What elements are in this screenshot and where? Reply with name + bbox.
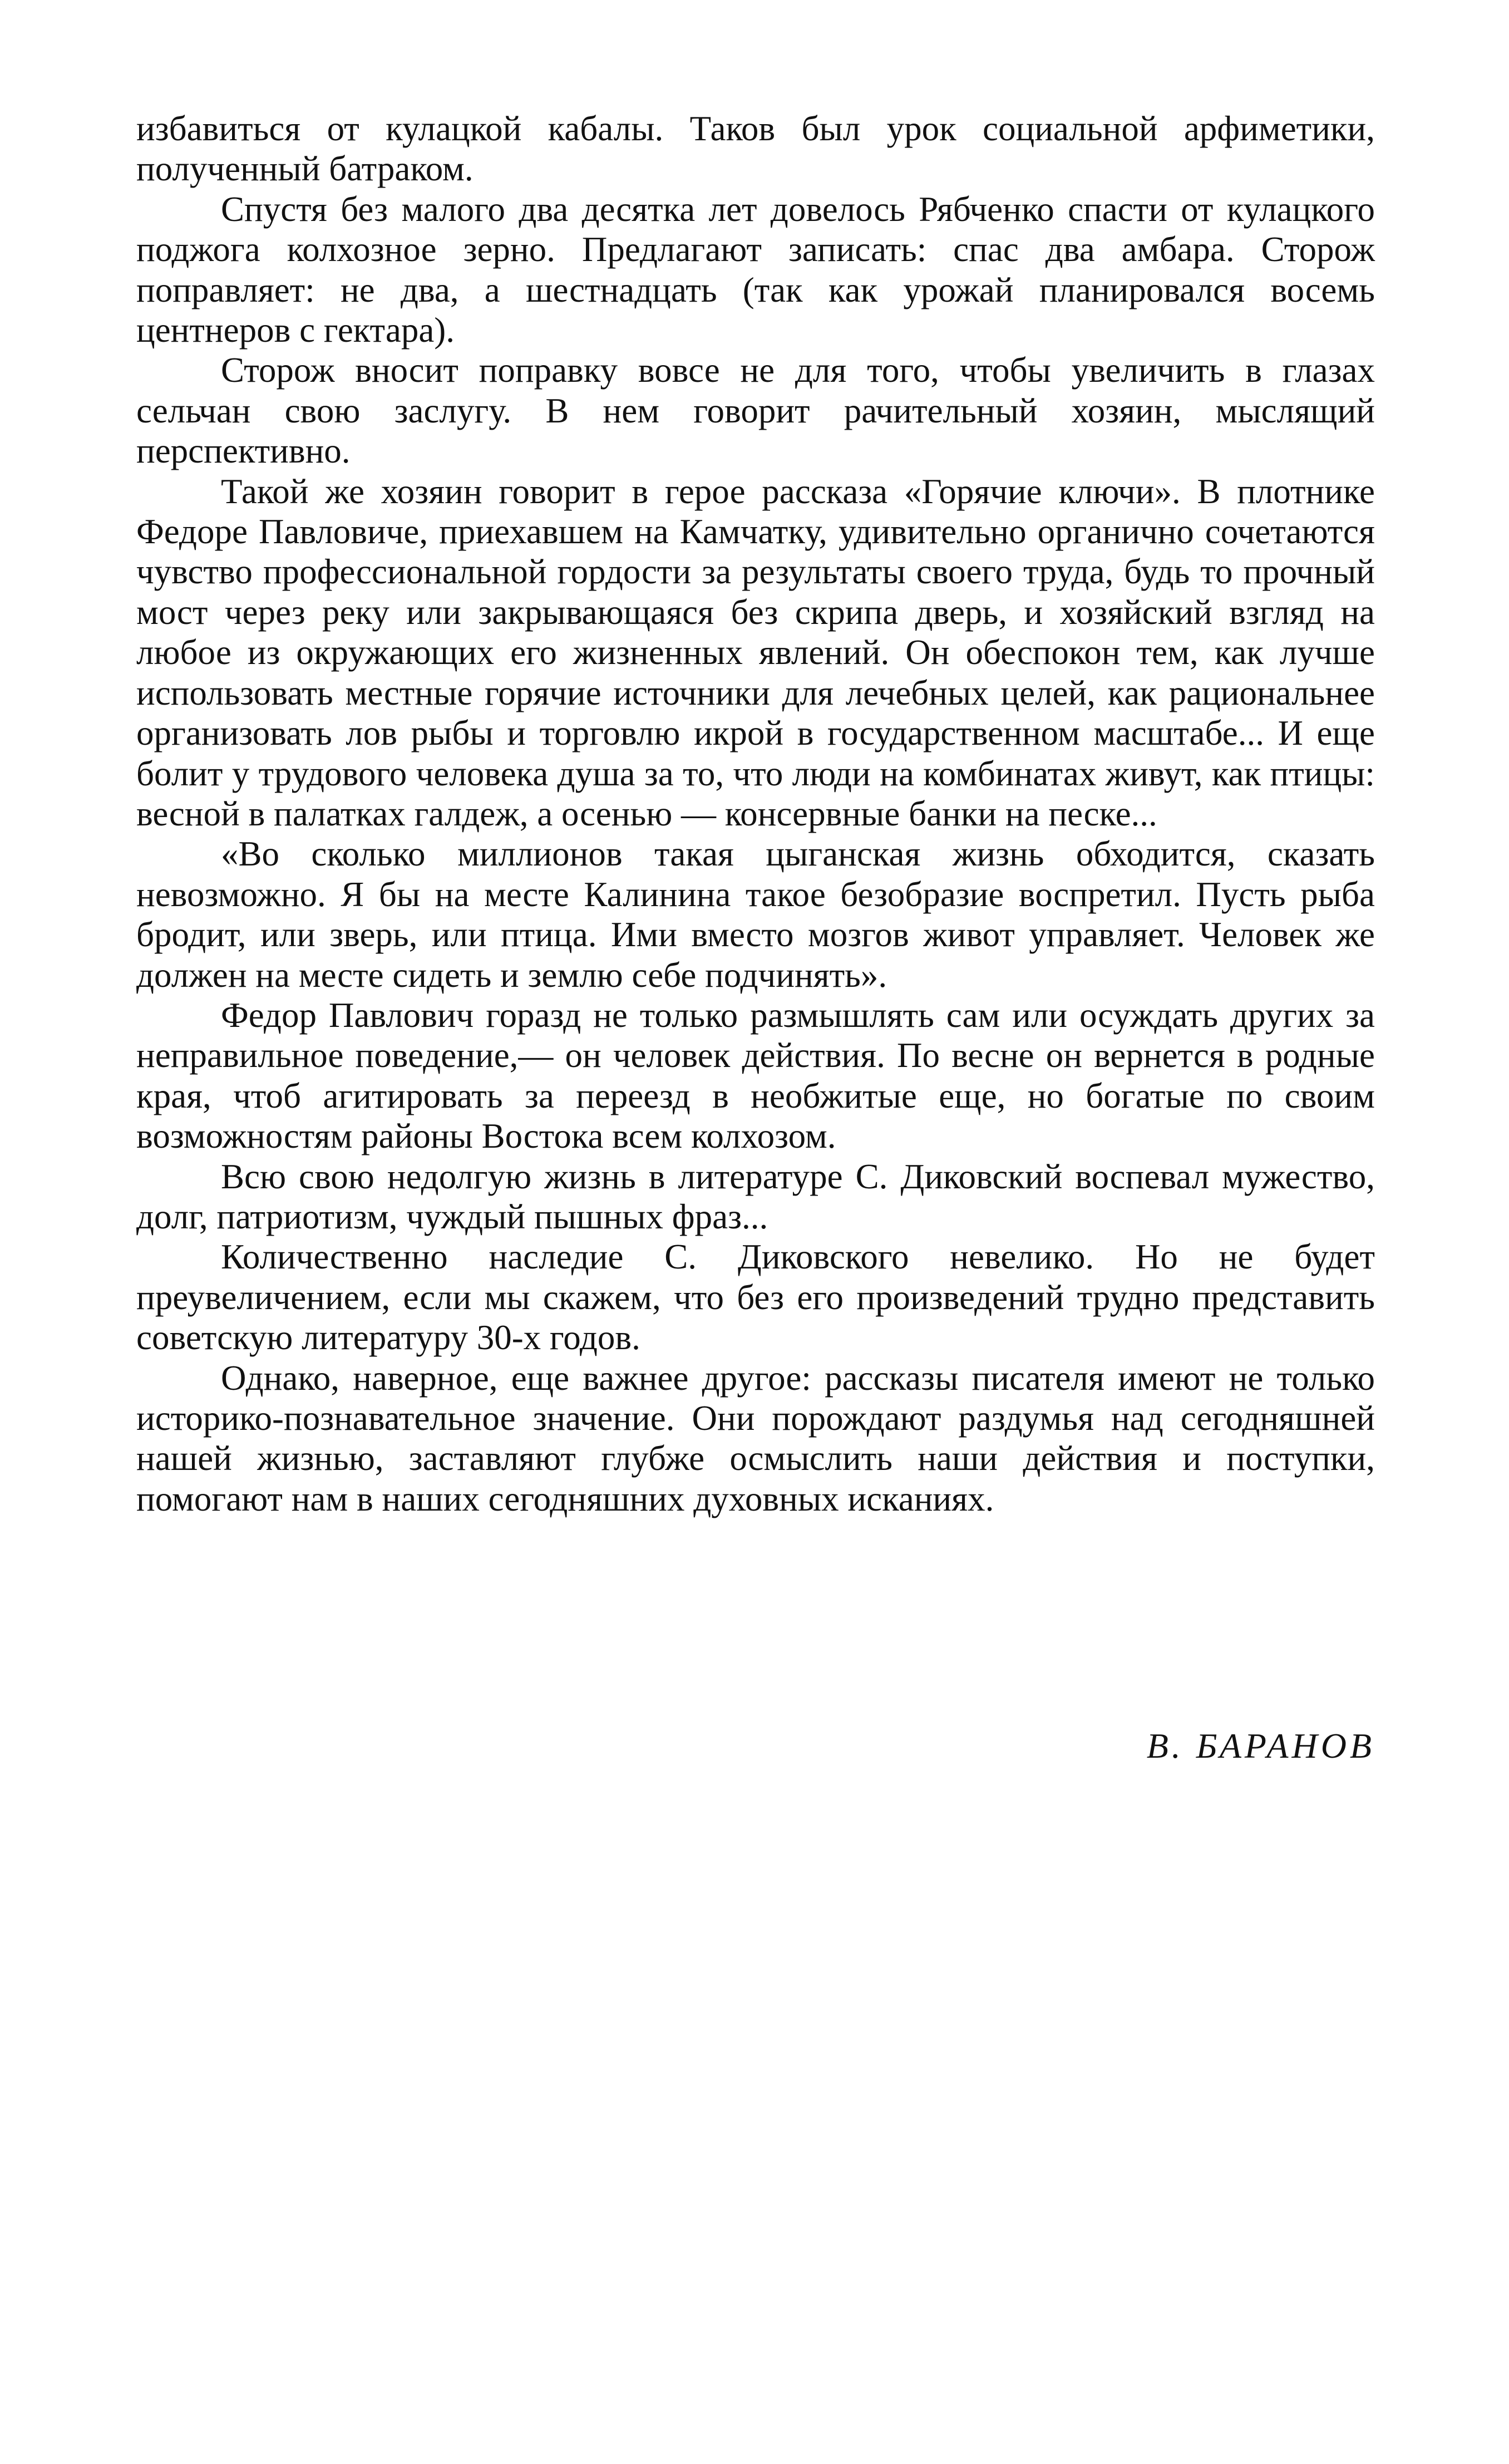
body-text <box>136 109 1375 1519</box>
paragraph-5-quote: «Во сколько миллионов такая цыганская жизнь обходится, сказать невозможно. Я бы на месте Калинина такое безобразие воспретил. Пусть рыба бродит, или зверь, или птица. Ими вместо мозгов живот управляет. Человек же должен на месте сидеть и землю себе подчинять». <box>136 834 1375 995</box>
paragraph-3: Сторож вносит поправку вовсе не для того, чтобы увеличить в глазах сельчан свою заслугу. В нем говорит рачительный хозяин, мыслящий перспективно. <box>136 351 1375 471</box>
paragraph-8: Количественно наследие С. Диковского невелико. Но не будет преувеличением, если мы скажем, что без его произведений трудно представить советскую литературу 30-х годов. <box>136 1237 1375 1358</box>
paragraph-6: Федор Павлович горазд не только размышлять сам или осуждать других за неправильное поведение,— он человек действия. По весне он вернется в родные края, чтоб агитировать за переезд в необжитые еще, но богатые по своим возможностям районы Востока всем колхозом. <box>136 995 1375 1156</box>
paragraph-2: Спустя без малого два десятка лет довелось Рябченко спасти от кулацкого поджога колхозное зерно. Предлагают записать: спас два амбара. Сторож поправляет: не два, а шестнадцать (так как урожай планировался восемь центнеров с гектара). <box>136 189 1375 350</box>
paragraph-7: Всю свою недолгую жизнь в литературе С. Диковский воспевал мужество, долг, патриотизм, чуждый пышных фраз... <box>136 1157 1375 1236</box>
paragraph-4: Такой же хозяин говорит в герое рассказа «Горячие ключи». В плотнике Федоре Павловиче, приехавшем на Камчатку, удивительно органично сочетаются чувство профессиональной гордости за результаты своего труда, будь то прочный мост через реку или закрывающаяся без скрипа дверь, и хозяйский взгляд на любое из окружающих его жизненных явлений. Он обеспокон тем, как лучше использовать местные горячие источники для лечебных целей, как рациональнее организовать лов рыбы и торговлю икрой в государственном масштабе... И еще болит у трудового человека душа за то, что люди на комбинатах живут, как птицы: весной в палатках галдеж, а осенью — консервные банки на песке... <box>136 471 1375 833</box>
paragraph-9: Однако, наверное, еще важнее другое: рассказы писателя имеют не только историко-познавательное значение. Они порождают раздумья над сегодняшней нашей жизнью, заставляют глубже осмыслить наши действия и поступки, помогают нам в наших сегодняшних духовных исканиях. <box>136 1358 1375 1518</box>
paragraph-1: избавиться от кулацкой кабалы. Таков был урок социальной арфиметики, полученный батраком. <box>136 109 1375 189</box>
author-signature: В. БАРАНОВ <box>1146 1726 1375 1765</box>
